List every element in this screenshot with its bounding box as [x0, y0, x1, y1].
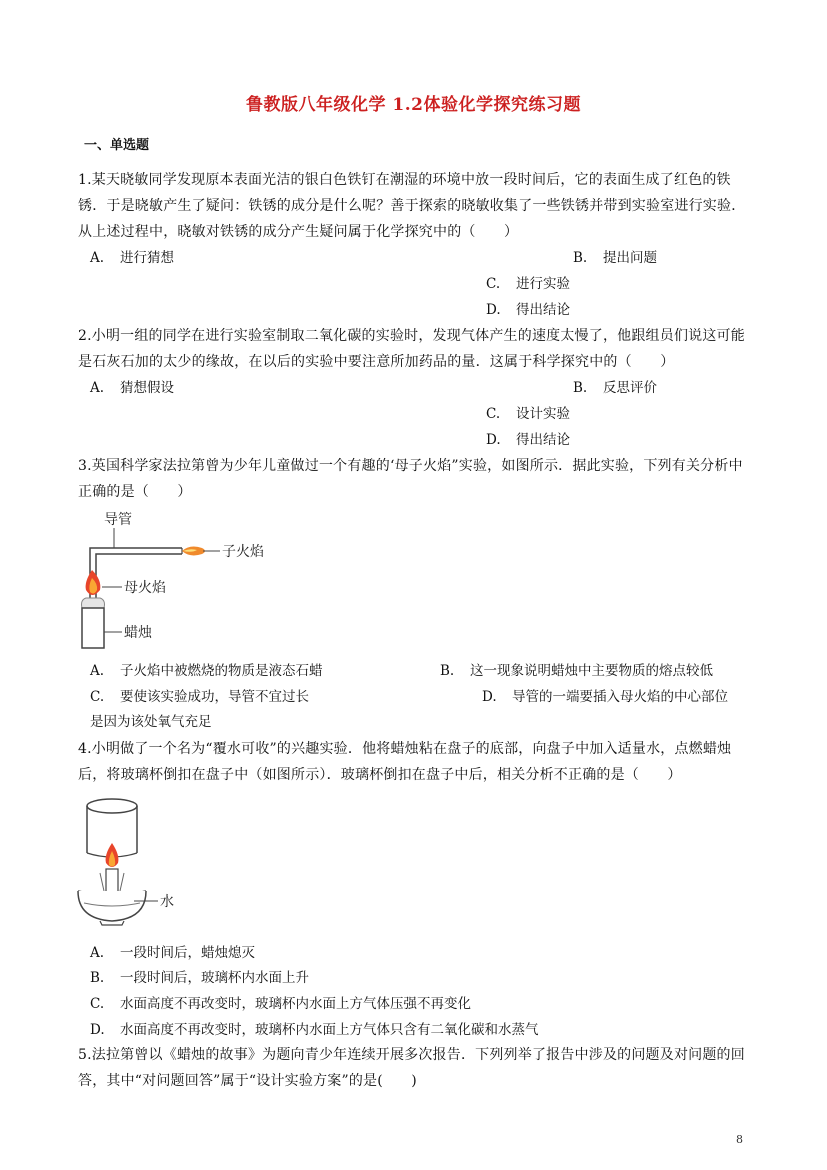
candle-label: 蜡烛 — [124, 625, 152, 641]
section-heading: 一、单选题 — [84, 138, 150, 153]
page-title: 鲁教版八年级化学 1.2体验化学探究练习题 — [246, 95, 581, 115]
q3-option-b: B. 这一现象说明蜡烛中主要物质的熔点较低 — [440, 663, 713, 679]
page-number: 8 — [736, 1133, 743, 1146]
mother-child-flame-figure — [70, 508, 310, 652]
question-5-stem: 5.法拉第曾以《蜡烛的故事》为题向青少年连续开展多次报告．下列列举了报告中涉及的问题及对问题的回答，其中“对问题回答”属于“设计实验方案”的是( ) — [78, 1047, 745, 1089]
q4-option-d: D. 水面高度不再改变时，玻璃杯内水面上方气体只含有二氧化碳和水蒸气 — [90, 1022, 539, 1038]
q4-option-b: B. 一段时间后，玻璃杯内水面上升 — [90, 970, 309, 986]
q1-option-d: D. 得出结论 — [486, 302, 570, 318]
question-4-stem: 4.小明做了一个名为“覆水可收”的兴趣实验．他将蜡烛粘在盘子的底部，向盘子中加入适量水，点燃蜡烛后，将玻璃杯倒扣在盘子中（如图所示）．玻璃杯倒扣在盘子中后，相关分析不正确的是（ ） — [78, 741, 732, 783]
q1-option-c: C. 进行实验 — [486, 276, 570, 292]
q2-option-b: B. 反思评价 — [573, 380, 657, 396]
q1-option-b: B. 提出问题 — [573, 250, 657, 266]
q3-option-a: A. 子火焰中被燃烧的物质是液态石蜡 — [90, 663, 323, 679]
water-label: 水 — [160, 894, 174, 910]
question-2-stem: 2.小明一组的同学在进行实验室制取二氧化碳的实验时，发现气体产生的速度太慢了，他跟组员们说这可能是石灰石加的太少的缘故，在以后的实验中要注意所加药品的量．这属于科学探究中的（ ） — [78, 328, 745, 370]
q3-option-d-continued: 是因为该处氧气充足 — [90, 714, 212, 730]
q2-option-c: C. 设计实验 — [486, 406, 570, 422]
question-3-stem: 3.英国科学家法拉第曾为少年儿童做过一个有趣的‘母子火焰”实验，如图所示．据此实验，下列有关分析中正确的是（ ） — [78, 458, 743, 500]
q3-option-d: D. 导管的一端要插入母火焰的中心部位 — [482, 689, 728, 705]
mother-flame-label: 母火焰 — [124, 580, 166, 596]
tube-label: 导管 — [104, 512, 132, 528]
q4-option-c: C. 水面高度不再改变时，玻璃杯内水面上方气体压强不再变化 — [90, 996, 471, 1012]
q2-option-d: D. 得出结论 — [486, 432, 570, 448]
q4-option-a: A. 一段时间后，蜡烛熄灭 — [90, 945, 255, 961]
q1-option-a: A. 进行猜想 — [90, 250, 174, 266]
inverted-glass-figure — [72, 795, 202, 927]
child-flame-label: 子火焰 — [222, 544, 264, 560]
q3-option-c: C. 要使该实验成功，导管不宜过长 — [90, 689, 309, 705]
question-1-stem: 1.某天晓敏同学发现原本表面光洁的银白色铁钉在潮湿的环境中放一段时间后，它的表面生成了红色的铁锈．于是晓敏产生了疑问：铁锈的成分是什么呢？善于探索的晓敏收集了一些铁锈并带到实验室进行实验．从上述过程中，晓敏对铁锈的成分产生疑问属于化学探究中的（ ） — [78, 172, 746, 240]
q2-option-a: A. 猜想假设 — [90, 380, 174, 396]
